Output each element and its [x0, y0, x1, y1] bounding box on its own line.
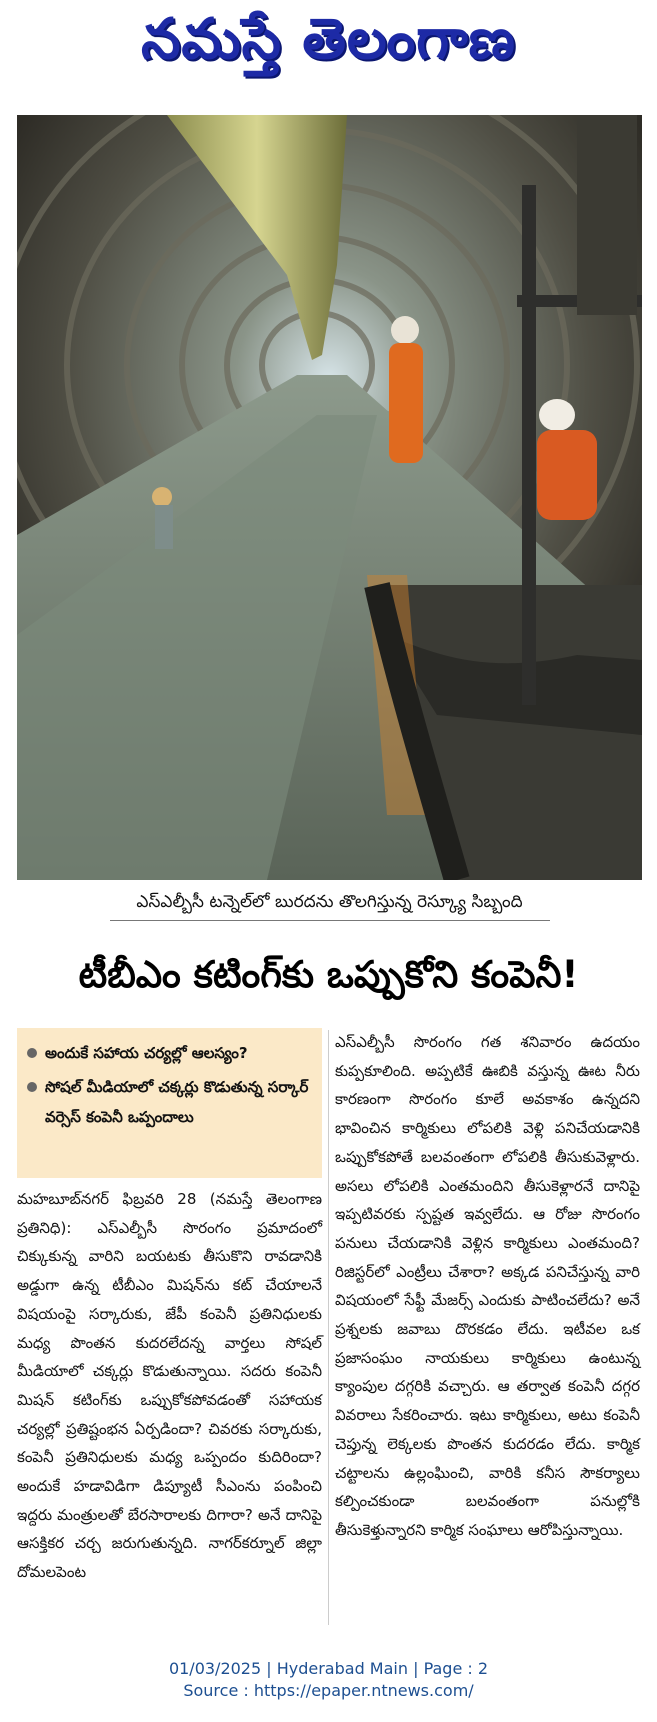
article-body-left: మహబూబ్‌నగర్ ఫిబ్రవరి 28 (నమస్తే తెలంగాణ ప్రతినిధి): ఎస్ఎల్బీసీ సొరంగం ప్రమాదంలో చిక్కుకున్న వారిని బయటకు తీసుకొని రావడానికి అడ్డుగా ఉన్న టీబీఎం మిషన్‌ను కట్ చేయాలనే విషయంపై సర్కారుకు, జేపీ కంపెనీ ప్రతినిధులకు మధ్య పొంతన కుదరలేదన్న వార్తలు సోషల్ మీడియాలో చక్కర్లు కొడుతున్నాయి. సదరు కంపెనీ మిషన్ కటింగ్‌కు ఒప్పుకోకపోవడంతో సహాయక చర్యల్లో ప్రతిష్టంభన ఏర్పడిందా? చివరకు సర్కారుకు, కంపెనీ ప్రతినిధులకు మధ్య ఒప్పందం కుదిరిందా? అందుకే హడావిడిగా డిప్యూటీ సీఎంను పంపించి ఇద్దరు మంత్రులతో బేరసారాలకు దిగారా? అనే దానిపై ఆసక్తికర చర్చ జరుగుతున్నది. నాగర్‌కర్నూల్ జిల్లా దోమలపెంట	[17, 1190, 322, 1582]
highlight-item	[25, 1038, 314, 1068]
bullet-icon	[27, 1048, 37, 1058]
tunnel-rescue-image	[17, 115, 642, 880]
photo-caption: ఎస్ఎల్బీసీ టన్నెల్‌లో బురదను తొలగిస్తున్న రెస్క్యూ సిబ్బంది	[136, 892, 523, 912]
highlights-box	[17, 1028, 322, 1178]
highlight-item	[25, 1072, 314, 1132]
article-headline: టీబీఎం కటింగ్‌కు ఒప్పుకోని కంపెనీ!	[78, 953, 579, 996]
column-divider	[328, 1030, 329, 1625]
bullet-icon	[27, 1082, 37, 1092]
caption-divider	[110, 920, 550, 921]
page-footer	[0, 1658, 657, 1702]
source-link[interactable]: Source : https://epaper.ntnews.com/	[183, 1681, 474, 1700]
tunnel-photo	[17, 115, 642, 880]
masthead	[0, 6, 657, 86]
masthead-logo: నమస్తే తెలంగాణ	[141, 6, 516, 72]
article-body-right: ఎస్ఎల్బీసీ సొరంగం గత శనివారం ఉదయం కుప్పకూలింది. అప్పటికే ఊబికి వస్తున్న ఊట నీరు కారణంగా సొరంగం కూలే అవకాశం ఉన్నదని భావించిన కార్మికులు లోపలికి వెళ్లి పనిచేయడానికి ఒప్పుకోకపోతే బలవంతంగా లోపలికి తీసుకువెళ్లారు. అసలు లోపలికి ఎంతమందిని తీసుకెళ్లారనే దానిపై ఇప్పటివరకు స్పష్టత ఇవ్వలేదు. ఆ రోజు సొరంగం పనులు చేయడానికి వెళ్లిన కార్మికులు ఎంతమంది? రిజిస్టర్‌లో ఎంట్రీలు చేశారా? అక్కడ పనిచేస్తున్న వారి విషయంలో సేఫ్టీ మేజర్స్ ఎందుకు పాటించలేదు? అనే ప్రశ్నలకు జవాబు దొరకడం లేదు. ఇటీవల ఒక ప్రజాసంఘం నాయకులు కార్మికులు ఉంటున్న క్యాంపుల దగ్గరికి వచ్చారు. ఆ తర్వాత కంపెనీ దగ్గర వివరాలు సేకరించారు. ఇటు కార్మికులు, అటు కంపెనీ చెప్తున్న లెక్కలకు పొంతన కుదరడం లేదు. కార్మిక చట్టాలను ఉల్లంఘించి, వారికి కనీస సౌకర్యాలు కల్పించకుండా బలవంతంగా పనుల్లోకి తీసుకెళ్తున్నారని కార్మిక సంఘాలు ఆరోపిస్తున్నాయి.	[335, 1033, 640, 1539]
highlight-text: అందుకే సహాయ చర్యల్లో ఆలస్యం?	[45, 1044, 248, 1062]
highlight-text: సోషల్ మీడియాలో చక్కర్లు కొడుతున్న సర్కార్ వర్సెస్ కంపెనీ ఒప్పందాలు	[45, 1078, 309, 1126]
edition-info: 01/03/2025 | Hyderabad Main | Page : 2	[168, 1659, 489, 1678]
